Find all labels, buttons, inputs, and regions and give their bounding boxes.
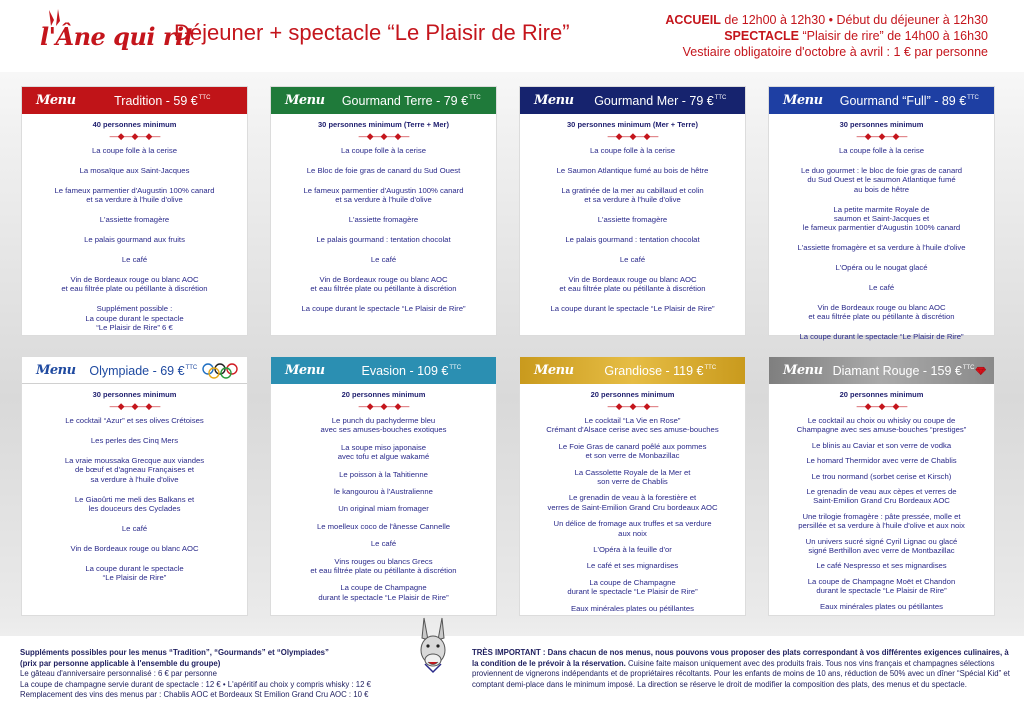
- menu-item: La gratinée de la mer au cabillaud et colin et sa verdure à l'huile d'olive: [561, 185, 704, 205]
- menu-item: Vin de Bordeaux rouge ou blanc AOC et eau filtrée plate ou pétillante à discrétion: [808, 303, 955, 322]
- minimum-guests: 30 personnes minimum: [92, 390, 177, 399]
- menu-item: Le Bloc de foie gras de canard du Sud Ouest: [306, 165, 461, 175]
- menu-item: Le moelleux coco de l'ânesse Cannelle: [316, 521, 451, 531]
- menu-word: Menu: [783, 93, 823, 108]
- minimum-guests: 30 personnes minimum (Terre + Mer): [318, 120, 449, 129]
- divider-ornament: —◆—◆—◆—: [856, 401, 907, 411]
- menu-header: [271, 87, 496, 114]
- menu-item: Une trilogie fromagère : pâte pressée, molle et persillée et sa verdure à l'huile d'olive et aux noix: [798, 511, 965, 531]
- menu-item: Le grenadin de veau aux cèpes et verres de Saint-Emilion Grand Cru Bordeaux AOC: [806, 487, 957, 506]
- menu-items: [271, 416, 496, 602]
- page-title: Déjeuner + spectacle “Le Plaisir de Rire”: [174, 20, 570, 45]
- menu-item: Eaux minérales plates ou pétillantes: [570, 603, 695, 613]
- menu-header: [520, 87, 745, 114]
- menu-item: Un délice de fromage aux truffes et sa verdure aux noix: [553, 519, 712, 538]
- logo-text: l'Âne qui rit: [40, 22, 195, 51]
- menu-word: Menu: [285, 363, 325, 378]
- menu-title: Olympiade - 69 €: [89, 363, 185, 378]
- menu-item: Le café: [370, 254, 397, 264]
- spectacle-label: SPECTACLE: [724, 29, 799, 43]
- ttc-mark: TTC: [185, 365, 198, 372]
- supplements-subtitle: (prix par personne applicable à l'ensemble du groupe): [20, 658, 221, 668]
- supplement-line: Le gâteau d'anniversaire personnalisé : 6 € par personne: [20, 669, 217, 679]
- menu-item: Le cocktail “La Vie en Rose” Crémant d'Alsace cerise avec ses amuse-bouches: [546, 416, 719, 435]
- olympic-rings-icon: [201, 363, 239, 379]
- menu-items: [22, 146, 247, 332]
- supplements-block: [20, 648, 460, 701]
- menu-word: Menu: [534, 93, 574, 108]
- minimum-guests: 20 personnes minimum: [590, 390, 675, 399]
- menu-item: La coupe durant le spectacle “Le Plaisir de Rire”: [550, 304, 715, 314]
- menu-item: La mosaïque aux Saint-Jacques: [79, 165, 190, 175]
- menu-item: Le grenadin de veau à la forestière et verres de Saint-Emilion Grand Cru bordeaux AOC: [547, 493, 718, 512]
- menu-header: [769, 357, 994, 384]
- menu-item: Un original miam fromager: [338, 504, 429, 514]
- menu-item: Le café et ses mignardises: [586, 561, 679, 571]
- divider-ornament: —◆—◆—◆—: [109, 401, 160, 411]
- donkey-mascot-icon: [412, 616, 454, 676]
- vestiaire-text: Vestiaire obligatoire d'octobre à avril : 1 € par personne: [682, 45, 988, 59]
- menu-item: L'assiette fromagère: [348, 215, 419, 225]
- important-bold: TRÈS IMPORTANT : Dans chacun de nos menus, nous pouvons vous proposer des plats correspondant à vos différentes exigences culinaires, à la condition de le prévoir à la réservation.: [472, 648, 1009, 668]
- menu-title: Gourmand Mer - 79 €: [594, 93, 714, 108]
- menu-item: Le Giaoûrti me meli des Balkans et les douceurs des Cyclades: [74, 494, 195, 513]
- menu-card-tradition: [22, 87, 247, 335]
- supplements-title: Suppléments possibles pour les menus “Tradition”, “Gourmands” et “Olympiades”: [20, 648, 329, 657]
- ttc-mark: TTC: [967, 95, 979, 102]
- menu-item: La Cassolette Royale de la Mer et son verre de Chablis: [574, 467, 691, 487]
- menu-item: La coupe de Champagne durant le spectacle “Le Plaisir de Rire”: [567, 577, 698, 597]
- menu-item: Le palais gourmand aux fruits: [84, 235, 185, 245]
- menu-item: Le poisson à la Tahitienne: [339, 469, 428, 479]
- menu-item: Le Foie Gras de canard poêlé aux pommes et son verre de Monbazillac: [558, 441, 707, 461]
- menu-item: La vraie moussaka Grecque aux viandes de bœuf et d'agneau Françaises et sa verdure à l'huile d'olive: [64, 455, 205, 484]
- menu-items: [520, 416, 745, 613]
- menu-word: Menu: [36, 363, 76, 378]
- divider-ornament: —◆—◆—◆—: [607, 131, 658, 141]
- menu-item: Vin de Bordeaux rouge ou blanc AOC: [70, 543, 199, 553]
- menu-item: Eaux minérales plates ou pétillantes: [819, 601, 944, 611]
- menu-items: [271, 146, 496, 314]
- important-text: Cuisine faite maison uniquement avec des produits frais. Tous nos vins français et champagnes sélections proviennent de vignerons indépendants et de propriétaires récoltants. Pour les enfants de moins de 10 ans, réduction de 50% avec un dîner “Spécial Kid” et comptant demi-place dans le minimum imposé. La direction se réserve le droit de modifier la composition des plats, des menus et du spectacle.: [472, 658, 1010, 689]
- spectacle-text: “Plaisir de rire” de 14h00 à 16h30: [798, 29, 988, 43]
- menu-items: [22, 416, 247, 582]
- ttc-mark: TTC: [469, 95, 481, 102]
- menu-item: Le fameux parmentier d'Augustin 100% canard et sa verdure à l'huile d'olive: [303, 185, 464, 205]
- menu-title: Gourmand “Full” - 89 €: [839, 93, 967, 108]
- menu-item: Le café: [868, 283, 895, 293]
- menu-item: La petite marmite Royale de saumon et Saint-Jacques et le fameux parmentier d'Augustin 100% canard: [802, 204, 961, 233]
- menu-item: Vins rouges ou blancs Grecs et eau filtrée plate ou pétillante à discrétion: [310, 556, 457, 576]
- divider-ornament: —◆—◆—◆—: [607, 401, 658, 411]
- menu-item: Le fameux parmentier d'Augustin 100% canard et sa verdure à l'huile d'olive: [54, 185, 215, 205]
- menu-header: [22, 87, 247, 114]
- ttc-mark: TTC: [714, 95, 727, 102]
- ttc-mark: TTC: [704, 365, 717, 372]
- menu-item: Le palais gourmand : tentation chocolat: [316, 235, 451, 245]
- menu-item: La coupe de Champagne durant le spectacle “Le Plaisir de Rire”: [318, 583, 449, 602]
- menu-item: La coupe folle à la cerise: [838, 146, 925, 155]
- menu-item: Un univers sucré signé Cyril Lignac ou glacé signé Berthillon avec verre de Montbazillac: [805, 536, 958, 556]
- menu-items: [769, 146, 994, 342]
- menu-item: L'Opéra à la feuille d'or: [593, 545, 672, 555]
- menu-item: La coupe folle à la cerise: [589, 146, 676, 155]
- menu-card-gourmand-terre: [271, 87, 496, 335]
- menu-item: Le café: [619, 254, 646, 264]
- menu-item: Le café: [370, 539, 397, 549]
- menu-header: [520, 357, 745, 384]
- menu-header: [22, 357, 247, 384]
- menu-item: L'Opéra ou le nougat glacé: [835, 263, 928, 273]
- menu-item: Le trou normand (sorbet cerise et Kirsch): [811, 471, 952, 481]
- ttc-mark: TTC: [198, 95, 211, 102]
- menu-word: Menu: [783, 363, 823, 378]
- menu-card-grandiose: [520, 357, 745, 615]
- menu-item: Supplément possible : La coupe durant le spectacle “Le Plaisir de Rire” 6 €: [85, 304, 184, 332]
- menu-word: Menu: [534, 363, 574, 378]
- menu-item: Vin de Bordeaux rouge ou blanc AOC et eau filtrée plate ou pétillante à discrétion: [310, 274, 457, 294]
- menu-header: [271, 357, 496, 384]
- menu-card-gourmand-full: [769, 87, 994, 342]
- menu-items: [769, 416, 994, 611]
- menu-item: Le cocktail au choix ou whisky ou coupe de Champagne avec ses amuse-bouches “prestiges”: [796, 416, 967, 435]
- menu-item: La coupe durant le spectacle “Le Plaisir de Rire”: [301, 304, 466, 314]
- menu-title: Gourmand Terre - 79 €: [341, 93, 469, 108]
- menu-item: Le punch du pachyderme bleu avec ses amuses-bouches exotiques: [320, 416, 447, 435]
- red-diamond-icon: [975, 364, 987, 378]
- menu-card-evasion: [271, 357, 496, 615]
- menu-word: Menu: [285, 93, 325, 108]
- menu-item: L'assiette fromagère: [99, 215, 170, 225]
- minimum-guests: 40 personnes minimum: [92, 120, 177, 129]
- menu-item: L'assiette fromagère: [597, 215, 668, 225]
- menu-title: Diamant Rouge - 159 €: [832, 363, 962, 378]
- menu-item: La coupe durant le spectacle “Le Plaisir de Rire”: [799, 332, 964, 342]
- accueil-label: ACCUEIL: [665, 13, 721, 27]
- menu-card-olympiade: [22, 357, 247, 615]
- divider-ornament: —◆—◆—◆—: [856, 131, 907, 141]
- menu-title: Evasion - 109 €: [361, 363, 449, 378]
- accueil-text: de 12h00 à 12h30 • Début du déjeuner à 12h30: [720, 13, 988, 27]
- menu-item: Vin de Bordeaux rouge ou blanc AOC et eau filtrée plate ou pétillante à discrétion: [61, 274, 208, 294]
- menu-item: Le cocktail “Azur” et ses olives Crétoises: [65, 416, 204, 425]
- menu-item: Vin de Bordeaux rouge ou blanc AOC et eau filtrée plate ou pétillante à discrétion: [559, 274, 706, 294]
- ttc-mark: TTC: [962, 365, 975, 372]
- logo: [40, 8, 195, 64]
- menu-items: [520, 146, 745, 314]
- menu-card-gourmand-mer: [520, 87, 745, 335]
- menu-card-diamant-rouge: [769, 357, 994, 615]
- menu-item: Le Saumon Atlantique fumé au bois de hêtre: [556, 165, 709, 175]
- minimum-guests: 30 personnes minimum (Mer + Terre): [567, 120, 698, 129]
- supplement-line: La coupe de champagne servie durant de spectacle : 12 € • L'apéritif au choix y compris whisky : 12 €: [20, 679, 371, 689]
- menu-item: Le palais gourmand : tentation chocolat: [565, 235, 700, 245]
- minimum-guests: 20 personnes minimum: [341, 390, 426, 399]
- menu-title: Tradition - 59 €: [114, 93, 198, 108]
- menu-item: La soupe miso japonaise avec tofu et algue wakamé: [337, 442, 430, 462]
- menu-item: La coupe de Champagne Moët et Chandon durant le spectacle “Le Plaisir de Rire”: [807, 576, 956, 596]
- menu-item: La coupe folle à la cerise: [340, 146, 427, 155]
- menu-item: Le blinis au Caviar et son verre de vodka: [811, 440, 952, 450]
- menu-header: [769, 87, 994, 114]
- minimum-guests: 20 personnes minimum: [839, 390, 924, 399]
- menu-item: La coupe folle à la cerise: [91, 146, 178, 155]
- divider-ornament: —◆—◆—◆—: [358, 131, 409, 141]
- menu-item: La coupe durant le spectacle “Le Plaisir de Rire”: [85, 563, 184, 583]
- menu-item: Le duo gourmet : le bloc de foie gras de canard du Sud Ouest et le saumon Atlantique fumé au bois de hêtre: [800, 165, 963, 194]
- menu-item: L'assiette fromagère et sa verdure à l'huile d'olive: [797, 243, 966, 253]
- page-footer: [0, 636, 1024, 724]
- schedule-info: [665, 12, 988, 60]
- divider-ornament: —◆—◆—◆—: [109, 131, 160, 141]
- supplement-line: Remplacement des vins des menus par : Chablis AOC et Bordeaux St Emilion Grand Cru AOC : 10 €: [20, 690, 369, 700]
- menu-item: Le café Nespresso et ses mignardises: [816, 561, 947, 571]
- menu-item: Les perles des Cinq Mers: [90, 435, 179, 445]
- menu-word: Menu: [36, 93, 76, 108]
- menu-title: Grandiose - 119 €: [604, 363, 704, 378]
- important-notice: [472, 648, 1012, 690]
- ttc-mark: TTC: [449, 365, 462, 372]
- menu-item: Le café: [121, 523, 148, 533]
- minimum-guests: 30 personnes minimum: [839, 120, 924, 129]
- menu-item: Le café: [121, 254, 148, 264]
- menu-item: le kangourou à l'Australienne: [334, 487, 433, 497]
- menu-item: Le homard Thermidor avec verre de Chablis: [806, 456, 957, 466]
- page-header: [0, 0, 1024, 72]
- divider-ornament: —◆—◆—◆—: [358, 401, 409, 411]
